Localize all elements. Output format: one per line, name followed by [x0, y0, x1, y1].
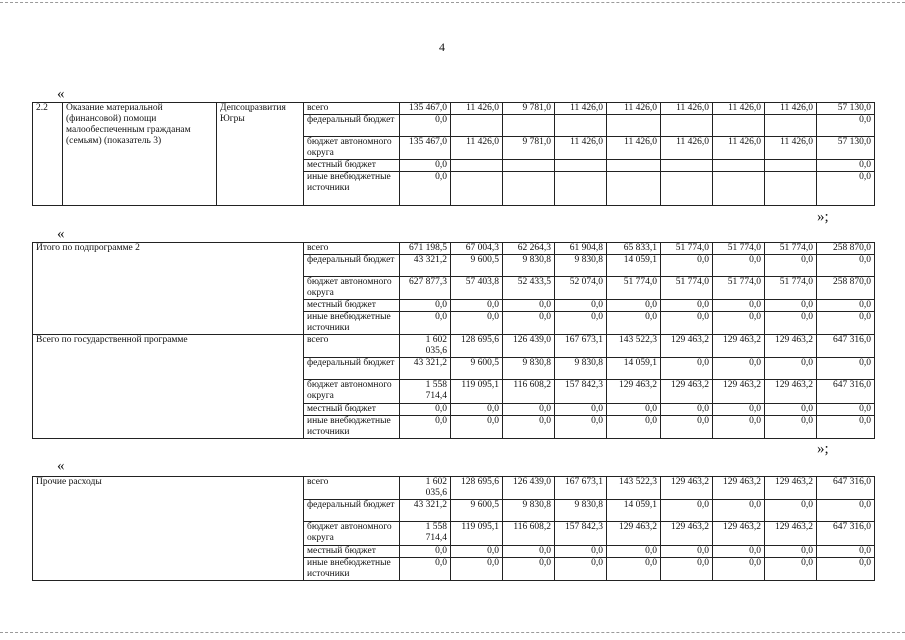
amount-cell: 167 673,1 [555, 477, 607, 500]
amount-cell: 9 830,8 [555, 358, 607, 380]
amount-cell: 647 316,0 [817, 335, 875, 358]
amount-cell: 119 095,1 [451, 380, 503, 404]
amount-cell: 43 321,2 [400, 358, 451, 380]
amount-cell: 0,0 [400, 160, 451, 172]
amount-cell: 0,0 [661, 358, 713, 380]
funding-source-label: местный бюджет [304, 404, 400, 416]
amount-cell: 0,0 [765, 500, 817, 522]
amount-cell: 129 463,2 [713, 380, 765, 404]
amount-cell: 0,0 [607, 312, 661, 335]
amount-cell [607, 160, 661, 172]
amount-cell [661, 172, 713, 206]
amount-cell: 0,0 [765, 312, 817, 335]
amount-cell: 0,0 [451, 300, 503, 312]
amount-cell: 129 463,2 [713, 335, 765, 358]
amount-cell [555, 115, 607, 137]
amount-cell: 0,0 [713, 500, 765, 522]
funding-source-label: иные внебюджетные источники [304, 416, 400, 439]
amount-cell: 51 774,0 [661, 277, 713, 300]
amount-cell: 0,0 [765, 300, 817, 312]
amount-cell: 0,0 [607, 416, 661, 439]
amount-cell: 0,0 [451, 416, 503, 439]
close-quote: »; [817, 209, 829, 225]
amount-cell: 129 463,2 [713, 522, 765, 546]
amount-cell: 0,0 [400, 300, 451, 312]
amount-cell: 0,0 [555, 404, 607, 416]
table-row [33, 477, 875, 500]
amount-cell: 0,0 [661, 300, 713, 312]
amount-cell [451, 115, 503, 137]
amount-cell: 9 830,8 [503, 358, 555, 380]
amount-cell: 0,0 [817, 312, 875, 335]
amount-cell: 627 877,3 [400, 277, 451, 300]
amount-cell: 14 059,1 [607, 358, 661, 380]
amount-cell: 57 130,0 [817, 103, 875, 115]
page-number: 4 [439, 40, 445, 54]
amount-cell: 62 264,3 [503, 243, 555, 255]
amount-cell: 128 695,6 [451, 477, 503, 500]
amount-cell [503, 172, 555, 206]
amount-cell: 157 842,3 [555, 380, 607, 404]
amount-cell: 9 600,5 [451, 500, 503, 522]
amount-cell [503, 160, 555, 172]
amount-cell: 0,0 [451, 312, 503, 335]
amount-cell: 11 426,0 [765, 103, 817, 115]
amount-cell [713, 115, 765, 137]
amount-cell: 0,0 [400, 115, 451, 137]
amount-cell: 0,0 [713, 416, 765, 439]
close-quote: »; [817, 441, 829, 457]
amount-cell: 0,0 [555, 558, 607, 581]
amount-cell: 0,0 [555, 546, 607, 558]
funding-source-label: местный бюджет [304, 300, 400, 312]
amount-cell: 129 463,2 [765, 380, 817, 404]
scan-top-edge [0, 2, 905, 3]
amount-cell: 126 439,0 [503, 477, 555, 500]
amount-cell: 14 059,1 [607, 500, 661, 522]
amount-cell: 0,0 [765, 255, 817, 277]
amount-cell: 0,0 [400, 404, 451, 416]
amount-cell: 0,0 [661, 546, 713, 558]
funding-source-label: местный бюджет [304, 160, 400, 172]
amount-cell: 126 439,0 [503, 335, 555, 358]
amount-cell: 0,0 [607, 300, 661, 312]
amount-cell: 0,0 [713, 546, 765, 558]
amount-cell: 9 781,0 [503, 137, 555, 160]
funding-source-label: местный бюджет [304, 546, 400, 558]
amount-cell: 11 426,0 [661, 103, 713, 115]
amount-cell: 0,0 [661, 404, 713, 416]
amount-cell: 67 004,3 [451, 243, 503, 255]
funding-source-label: иные внебюджетные источники [304, 172, 400, 206]
amount-cell: 51 774,0 [713, 277, 765, 300]
amount-cell: 14 059,1 [607, 255, 661, 277]
amount-cell [661, 115, 713, 137]
amount-cell: 0,0 [661, 312, 713, 335]
amount-cell: 0,0 [400, 546, 451, 558]
amount-cell: 129 463,2 [713, 477, 765, 500]
amount-cell: 135 467,0 [400, 137, 451, 160]
funding-source-label: федеральный бюджет [304, 500, 400, 522]
amount-cell: 0,0 [661, 500, 713, 522]
amount-cell: 11 426,0 [451, 137, 503, 160]
table-other-expenses [32, 476, 875, 581]
amount-cell: 0,0 [400, 172, 451, 206]
section-title: Всего по государственной программе [33, 335, 304, 439]
amount-cell: 0,0 [607, 558, 661, 581]
amount-cell: 0,0 [713, 358, 765, 380]
amount-cell: 52 074,0 [555, 277, 607, 300]
amount-cell: 0,0 [503, 546, 555, 558]
amount-cell: 143 522,3 [607, 477, 661, 500]
amount-cell: 128 695,6 [451, 335, 503, 358]
open-quote: « [57, 86, 65, 102]
amount-cell: 9 830,8 [555, 500, 607, 522]
amount-cell: 129 463,2 [607, 522, 661, 546]
amount-cell: 671 198,5 [400, 243, 451, 255]
amount-cell: 11 426,0 [555, 103, 607, 115]
amount-cell: 0,0 [661, 558, 713, 581]
funding-source-label: иные внебюджетные источники [304, 312, 400, 335]
amount-cell: 0,0 [503, 312, 555, 335]
amount-cell: 0,0 [661, 255, 713, 277]
amount-cell: 57 403,8 [451, 277, 503, 300]
measure-name: Оказание материальной (финансовой) помощи малообеспеченным гражданам (семьям) (показатель 3) [63, 103, 217, 206]
funding-source-label: всего [304, 335, 400, 358]
amount-cell: 51 774,0 [765, 277, 817, 300]
amount-cell: 1 602 035,6 [400, 335, 451, 358]
amount-cell: 116 608,2 [503, 522, 555, 546]
amount-cell: 0,0 [607, 404, 661, 416]
amount-cell: 0,0 [400, 312, 451, 335]
scan-bottom-edge [0, 632, 905, 633]
amount-cell: 0,0 [817, 500, 875, 522]
amount-cell: 11 426,0 [451, 103, 503, 115]
amount-cell: 129 463,2 [661, 335, 713, 358]
amount-cell: 9 600,5 [451, 358, 503, 380]
amount-cell: 143 522,3 [607, 335, 661, 358]
amount-cell [451, 172, 503, 206]
amount-cell: 11 426,0 [555, 137, 607, 160]
amount-cell: 1 558 714,4 [400, 522, 451, 546]
amount-cell: 1 558 714,4 [400, 380, 451, 404]
amount-cell: 61 904,8 [555, 243, 607, 255]
amount-cell: 0,0 [400, 416, 451, 439]
amount-cell: 0,0 [713, 404, 765, 416]
amount-cell: 129 463,2 [661, 522, 713, 546]
amount-cell: 11 426,0 [713, 137, 765, 160]
amount-cell: 116 608,2 [503, 380, 555, 404]
amount-cell: 0,0 [817, 172, 875, 206]
amount-cell: 0,0 [555, 300, 607, 312]
measure-number: 2.2 [33, 103, 63, 206]
amount-cell: 157 842,3 [555, 522, 607, 546]
amount-cell: 9 830,8 [503, 255, 555, 277]
amount-cell: 167 673,1 [555, 335, 607, 358]
amount-cell: 647 316,0 [817, 477, 875, 500]
funding-source-label: бюджет автономного округа [304, 277, 400, 300]
amount-cell: 0,0 [400, 558, 451, 581]
open-quote: « [57, 458, 65, 474]
amount-cell: 51 774,0 [661, 243, 713, 255]
amount-cell: 11 426,0 [661, 137, 713, 160]
amount-cell: 9 781,0 [503, 103, 555, 115]
amount-cell: 647 316,0 [817, 380, 875, 404]
section-title: Итого по подпрограмме 2 [33, 243, 304, 335]
section-title: Прочие расходы [33, 477, 304, 581]
amount-cell: 119 095,1 [451, 522, 503, 546]
amount-cell: 0,0 [765, 404, 817, 416]
amount-cell: 0,0 [503, 404, 555, 416]
table-row [33, 335, 875, 358]
amount-cell: 0,0 [765, 358, 817, 380]
amount-cell [451, 160, 503, 172]
amount-cell: 65 833,1 [607, 243, 661, 255]
amount-cell: 0,0 [817, 558, 875, 581]
amount-cell: 11 426,0 [713, 103, 765, 115]
funding-source-label: федеральный бюджет [304, 255, 400, 277]
table-row [33, 243, 875, 255]
amount-cell: 0,0 [817, 358, 875, 380]
amount-cell [713, 172, 765, 206]
amount-cell: 11 426,0 [607, 103, 661, 115]
open-quote: « [57, 226, 65, 242]
amount-cell [661, 160, 713, 172]
amount-cell [765, 172, 817, 206]
amount-cell: 52 433,5 [503, 277, 555, 300]
amount-cell: 0,0 [817, 416, 875, 439]
amount-cell: 0,0 [661, 416, 713, 439]
amount-cell: 0,0 [555, 312, 607, 335]
amount-cell: 57 130,0 [817, 137, 875, 160]
amount-cell: 129 463,2 [765, 335, 817, 358]
amount-cell: 135 467,0 [400, 103, 451, 115]
funding-source-label: бюджет автономного округа [304, 137, 400, 160]
amount-cell [555, 160, 607, 172]
measure-executor: Депсоцразвития Югры [217, 103, 304, 206]
amount-cell: 0,0 [713, 300, 765, 312]
amount-cell: 43 321,2 [400, 255, 451, 277]
amount-cell: 129 463,2 [661, 380, 713, 404]
amount-cell: 0,0 [713, 558, 765, 581]
amount-cell: 9 830,8 [503, 500, 555, 522]
amount-cell: 0,0 [451, 558, 503, 581]
amount-cell [765, 115, 817, 137]
amount-cell: 129 463,2 [661, 477, 713, 500]
amount-cell: 9 830,8 [555, 255, 607, 277]
funding-source-label: бюджет автономного округа [304, 522, 400, 546]
amount-cell: 0,0 [713, 255, 765, 277]
amount-cell: 1 602 035,6 [400, 477, 451, 500]
amount-cell: 647 316,0 [817, 522, 875, 546]
amount-cell: 51 774,0 [713, 243, 765, 255]
amount-cell: 0,0 [451, 404, 503, 416]
amount-cell [713, 160, 765, 172]
amount-cell: 43 321,2 [400, 500, 451, 522]
funding-source-label: всего [304, 243, 400, 255]
table-totals [32, 242, 875, 439]
amount-cell [607, 172, 661, 206]
amount-cell [607, 115, 661, 137]
table-measure-2-2 [32, 102, 875, 206]
amount-cell: 0,0 [765, 416, 817, 439]
amount-cell: 258 870,0 [817, 243, 875, 255]
amount-cell: 0,0 [817, 160, 875, 172]
funding-source-label: федеральный бюджет [304, 115, 400, 137]
amount-cell [503, 115, 555, 137]
amount-cell: 0,0 [817, 300, 875, 312]
amount-cell: 11 426,0 [765, 137, 817, 160]
amount-cell: 9 600,5 [451, 255, 503, 277]
amount-cell: 0,0 [817, 115, 875, 137]
amount-cell: 0,0 [607, 546, 661, 558]
amount-cell: 258 870,0 [817, 277, 875, 300]
amount-cell: 0,0 [503, 416, 555, 439]
table-row [33, 103, 875, 115]
funding-source-label: всего [304, 103, 400, 115]
amount-cell: 51 774,0 [765, 243, 817, 255]
amount-cell: 0,0 [817, 255, 875, 277]
amount-cell [555, 172, 607, 206]
funding-source-label: иные внебюджетные источники [304, 558, 400, 581]
amount-cell: 0,0 [765, 546, 817, 558]
amount-cell: 0,0 [713, 312, 765, 335]
amount-cell: 129 463,2 [765, 522, 817, 546]
amount-cell: 0,0 [765, 558, 817, 581]
amount-cell: 0,0 [817, 404, 875, 416]
amount-cell: 0,0 [817, 546, 875, 558]
amount-cell: 0,0 [451, 546, 503, 558]
amount-cell: 0,0 [503, 300, 555, 312]
funding-source-label: федеральный бюджет [304, 358, 400, 380]
amount-cell: 51 774,0 [607, 277, 661, 300]
amount-cell: 11 426,0 [607, 137, 661, 160]
amount-cell: 0,0 [555, 416, 607, 439]
amount-cell: 129 463,2 [607, 380, 661, 404]
funding-source-label: бюджет автономного округа [304, 380, 400, 404]
amount-cell: 129 463,2 [765, 477, 817, 500]
amount-cell [765, 160, 817, 172]
amount-cell: 0,0 [503, 558, 555, 581]
funding-source-label: всего [304, 477, 400, 500]
